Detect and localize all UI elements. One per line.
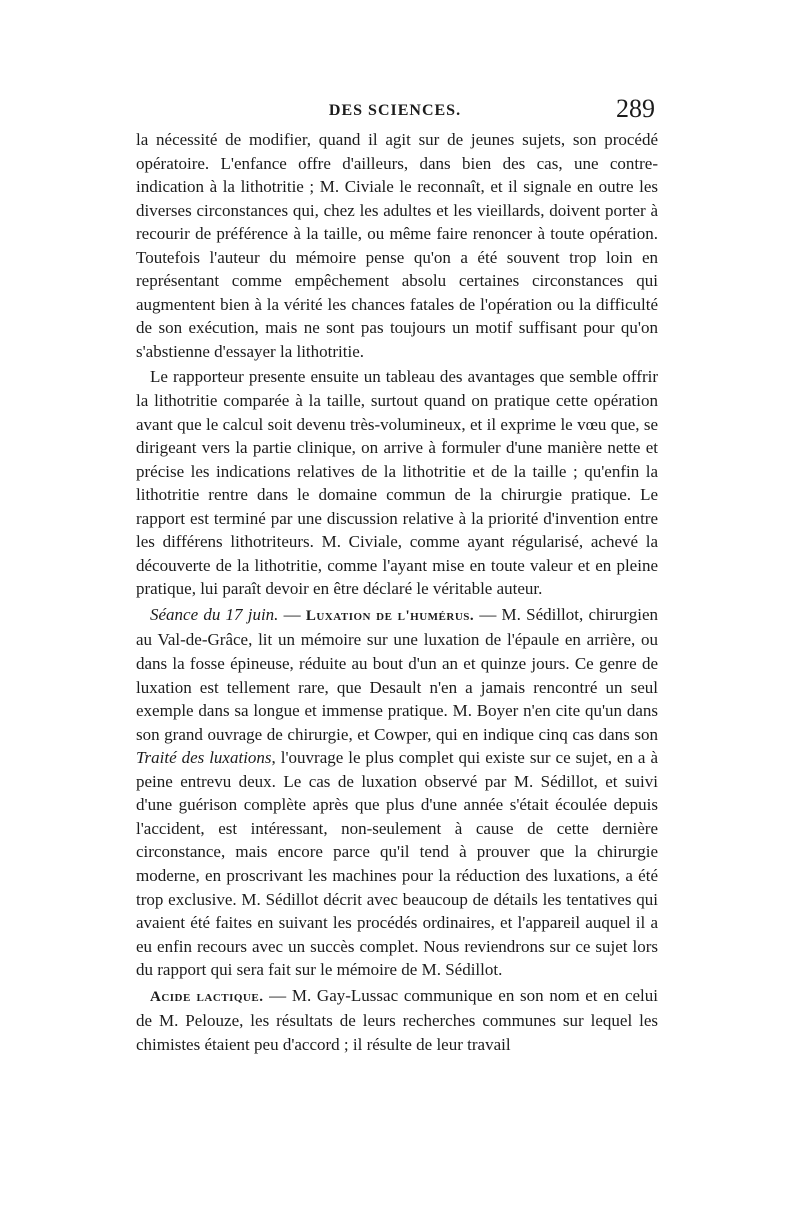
- paragraph-text: Le rapporteur presente ensuite un tableau des avantages que semble offrir la lithotritie comparée à la taille, surtout quand on pratique cette opération avant que le calcul soit devenu très-volumineux, et il exprime le vœu que, se dirigeant vers la partie clinique, on arrive à formuler d'une manière nette et précise les indications relatives de la lithotritie et de la taille ; qu'enfin la lithotritie rentre dans le domaine commun de la chirurgie pratique. Le rapport est terminé par une discussion relative à la priorité d'invention entre les différens lithotriteurs. M. Civiale, comme ayant régularisé, achevé la découverte de la lithotritie, comme l'ayant mise en toute valeur et en pleine pratique, lui paraît devoir en être déclaré le véritable auteur.: [136, 367, 658, 599]
- paragraph-text: M. Gay-Lussac communique en son nom et en celui de M. Pelouze, les résultats de leurs recherches communes sur lequel les chimistes étaient peu d'accord ; il résulte de leur travail: [136, 985, 658, 1054]
- paragraph-text: la nécessité de modifier, quand il agit sur de jeunes sujets, son procédé opératoire. L'enfance offre d'ailleurs, dans bien des cas, une contre-indication à la lithotritie ; M. Civiale le reconnaît, et il signale en outre les diverses circonstances qui, chez les adultes et les vieillards, doivent porter à recourir de préférence à la taille, ou même faire renoncer à toute opération. Toutefois l'auteur du mémoire pense qu'on a été souvent trop loin en représentant comme empêchement absolu certaines circonstances qui augmentent bien à la vérité les chances fatales de l'opération ou la difficulté de son exécution, mais ne sont pas toujours un motif suffisant pour qu'on s'abstienne d'essayer la lithotritie.: [136, 130, 658, 361]
- cited-book-title: Traité des luxations: [136, 748, 272, 768]
- section-heading-luxation: Luxation de l'humérus.: [305, 607, 475, 624]
- page-number: 289: [616, 94, 655, 123]
- section-heading-acide-lactique: Acide lactique.: [150, 988, 264, 1005]
- paragraph-text-continued: , l'ouvrage le plus complet qui existe sur ce sujet, en a à peine entrevu deux. Le cas de luxation observé par M. Sédillot, et suivi d'une guérison complète après que plus d'une année s'était écoulée depuis l'accident, est intéressant, non-seulement à cause de cette dernière circonstance, mais encore parce qu'il tend à prouver que la chirurgie moderne, en proscrivant les machines pour la réduction des luxations, a été trop exclusive. M. Sédillot décrit avec beaucoup de détails les tentatives qui avaient été faites en suivant les procédés ordinaires, et l'appareil auquel il a eu enfin recours avec un succès complet. Nous reviendrons sur ce sujet lors du rapport qui sera fait sur le mémoire de M. Sédillot.: [136, 748, 658, 980]
- page-header: [135, 94, 655, 130]
- paragraph-acide-lactique: [136, 984, 658, 1057]
- paragraph-rapporteur: [136, 365, 658, 600]
- running-title: DES SCIENCES.: [328, 102, 462, 119]
- em-dash: —: [474, 604, 502, 624]
- session-date: Séance du 17 juin.: [150, 604, 279, 624]
- paragraph-text: M. Sédillot, chirurgien au Val-de-Grâce, lit un mémoire sur une luxation de l'épaule en arrière, ou dans la fosse épineuse, réduite au bout d'un an et quinze jours. Ce genre de luxation est tellement rare, que Desault n'en a jamais rencontré un seul exemple dans sa longue et immense pratique. M. Boyer n'en cite qu'un dans son grand ouvrage de chirurgie, et Cowper, qui en indique cinq cas dans son: [136, 604, 659, 744]
- paragraph-lithotritie-end: [136, 128, 658, 363]
- body-text: [136, 128, 658, 1056]
- em-dash: —: [278, 604, 306, 624]
- em-dash: —: [263, 985, 292, 1005]
- paragraph-seance-17-juin: [136, 603, 658, 982]
